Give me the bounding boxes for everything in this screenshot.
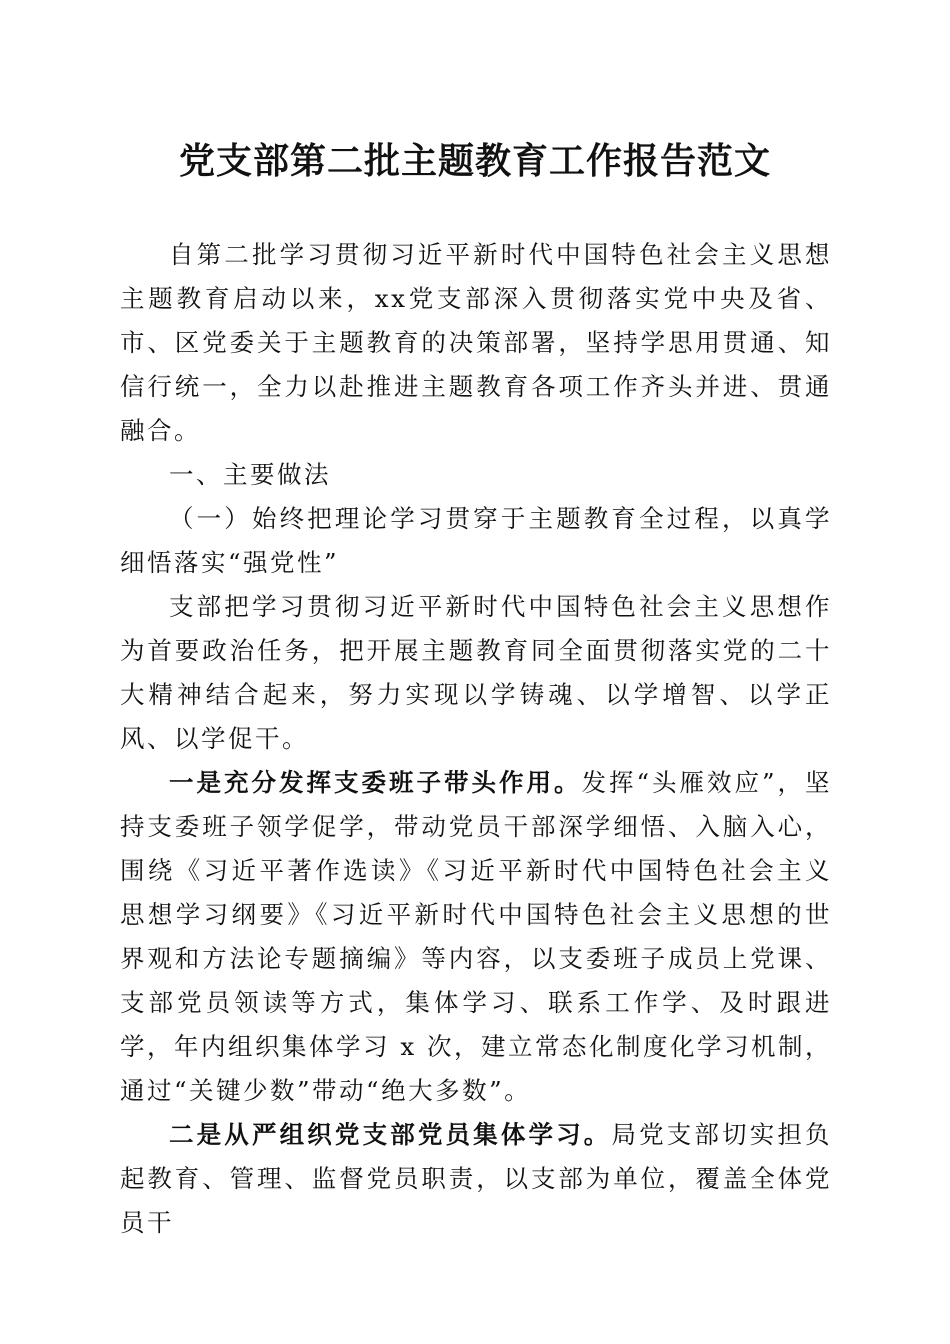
document-title: 党支部第二批主题教育工作报告范文 <box>178 140 771 182</box>
document-body <box>120 233 832 1245</box>
point-paragraph-1 <box>120 761 832 1113</box>
point-lead-1: 一是充分发挥支委班子带头作用。 <box>169 768 582 797</box>
subsection-heading-theory-study: （一）始终把理论学习贯穿于主题教育全过程，以真学细悟落实“强党性” <box>120 504 832 577</box>
intro-paragraph: 自第二批学习贯彻习近平新时代中国特色社会主义思想主题教育启动以来，xx党支部深入贯彻落实党中央及省、市、区党委关于主题教育的决策部署，坚持学思用贯通、知信行统一，全力以赴推进主题教育各项工作齐头并进、贯通融合。 <box>120 240 832 445</box>
point-lead-2: 二是从严组织党支部党员集体学习。 <box>169 1120 612 1149</box>
subsection-paragraph: 支部把学习贯彻习近平新时代中国特色社会主义思想作为首要政治任务，把开展主题教育同全面贯彻落实党的二十大精神结合起来，努力实现以学铸魂、以学增智、以学正风、以学促干。 <box>120 592 832 753</box>
point-text-1: 发挥“头雁效应”，坚持支委班子领学促学，带动党员干部深学细悟、入脑入心，围绕《习近平著作选读》《习近平新时代中国特色社会主义思想学习纲要》《习近平新时代中国特色社会主义思想的世界观和方法论专题摘编》等内容，以支委班子成员上党课、支部党员领读等方式，集体学习、联系工作学、及时跟进学，年内组织集体学习 x 次，建立常态化制度化学习机制，通过“关键少数”带动“绝大多数”。 <box>120 768 832 1105</box>
section-heading-main-practices: 一、主要做法 <box>169 460 331 489</box>
point-text-2: 局党支部切实担负起教育、管理、监督党员职责，以支部为单位，覆盖全体党员干 <box>120 1120 833 1237</box>
point-paragraph-2 <box>120 1113 832 1245</box>
